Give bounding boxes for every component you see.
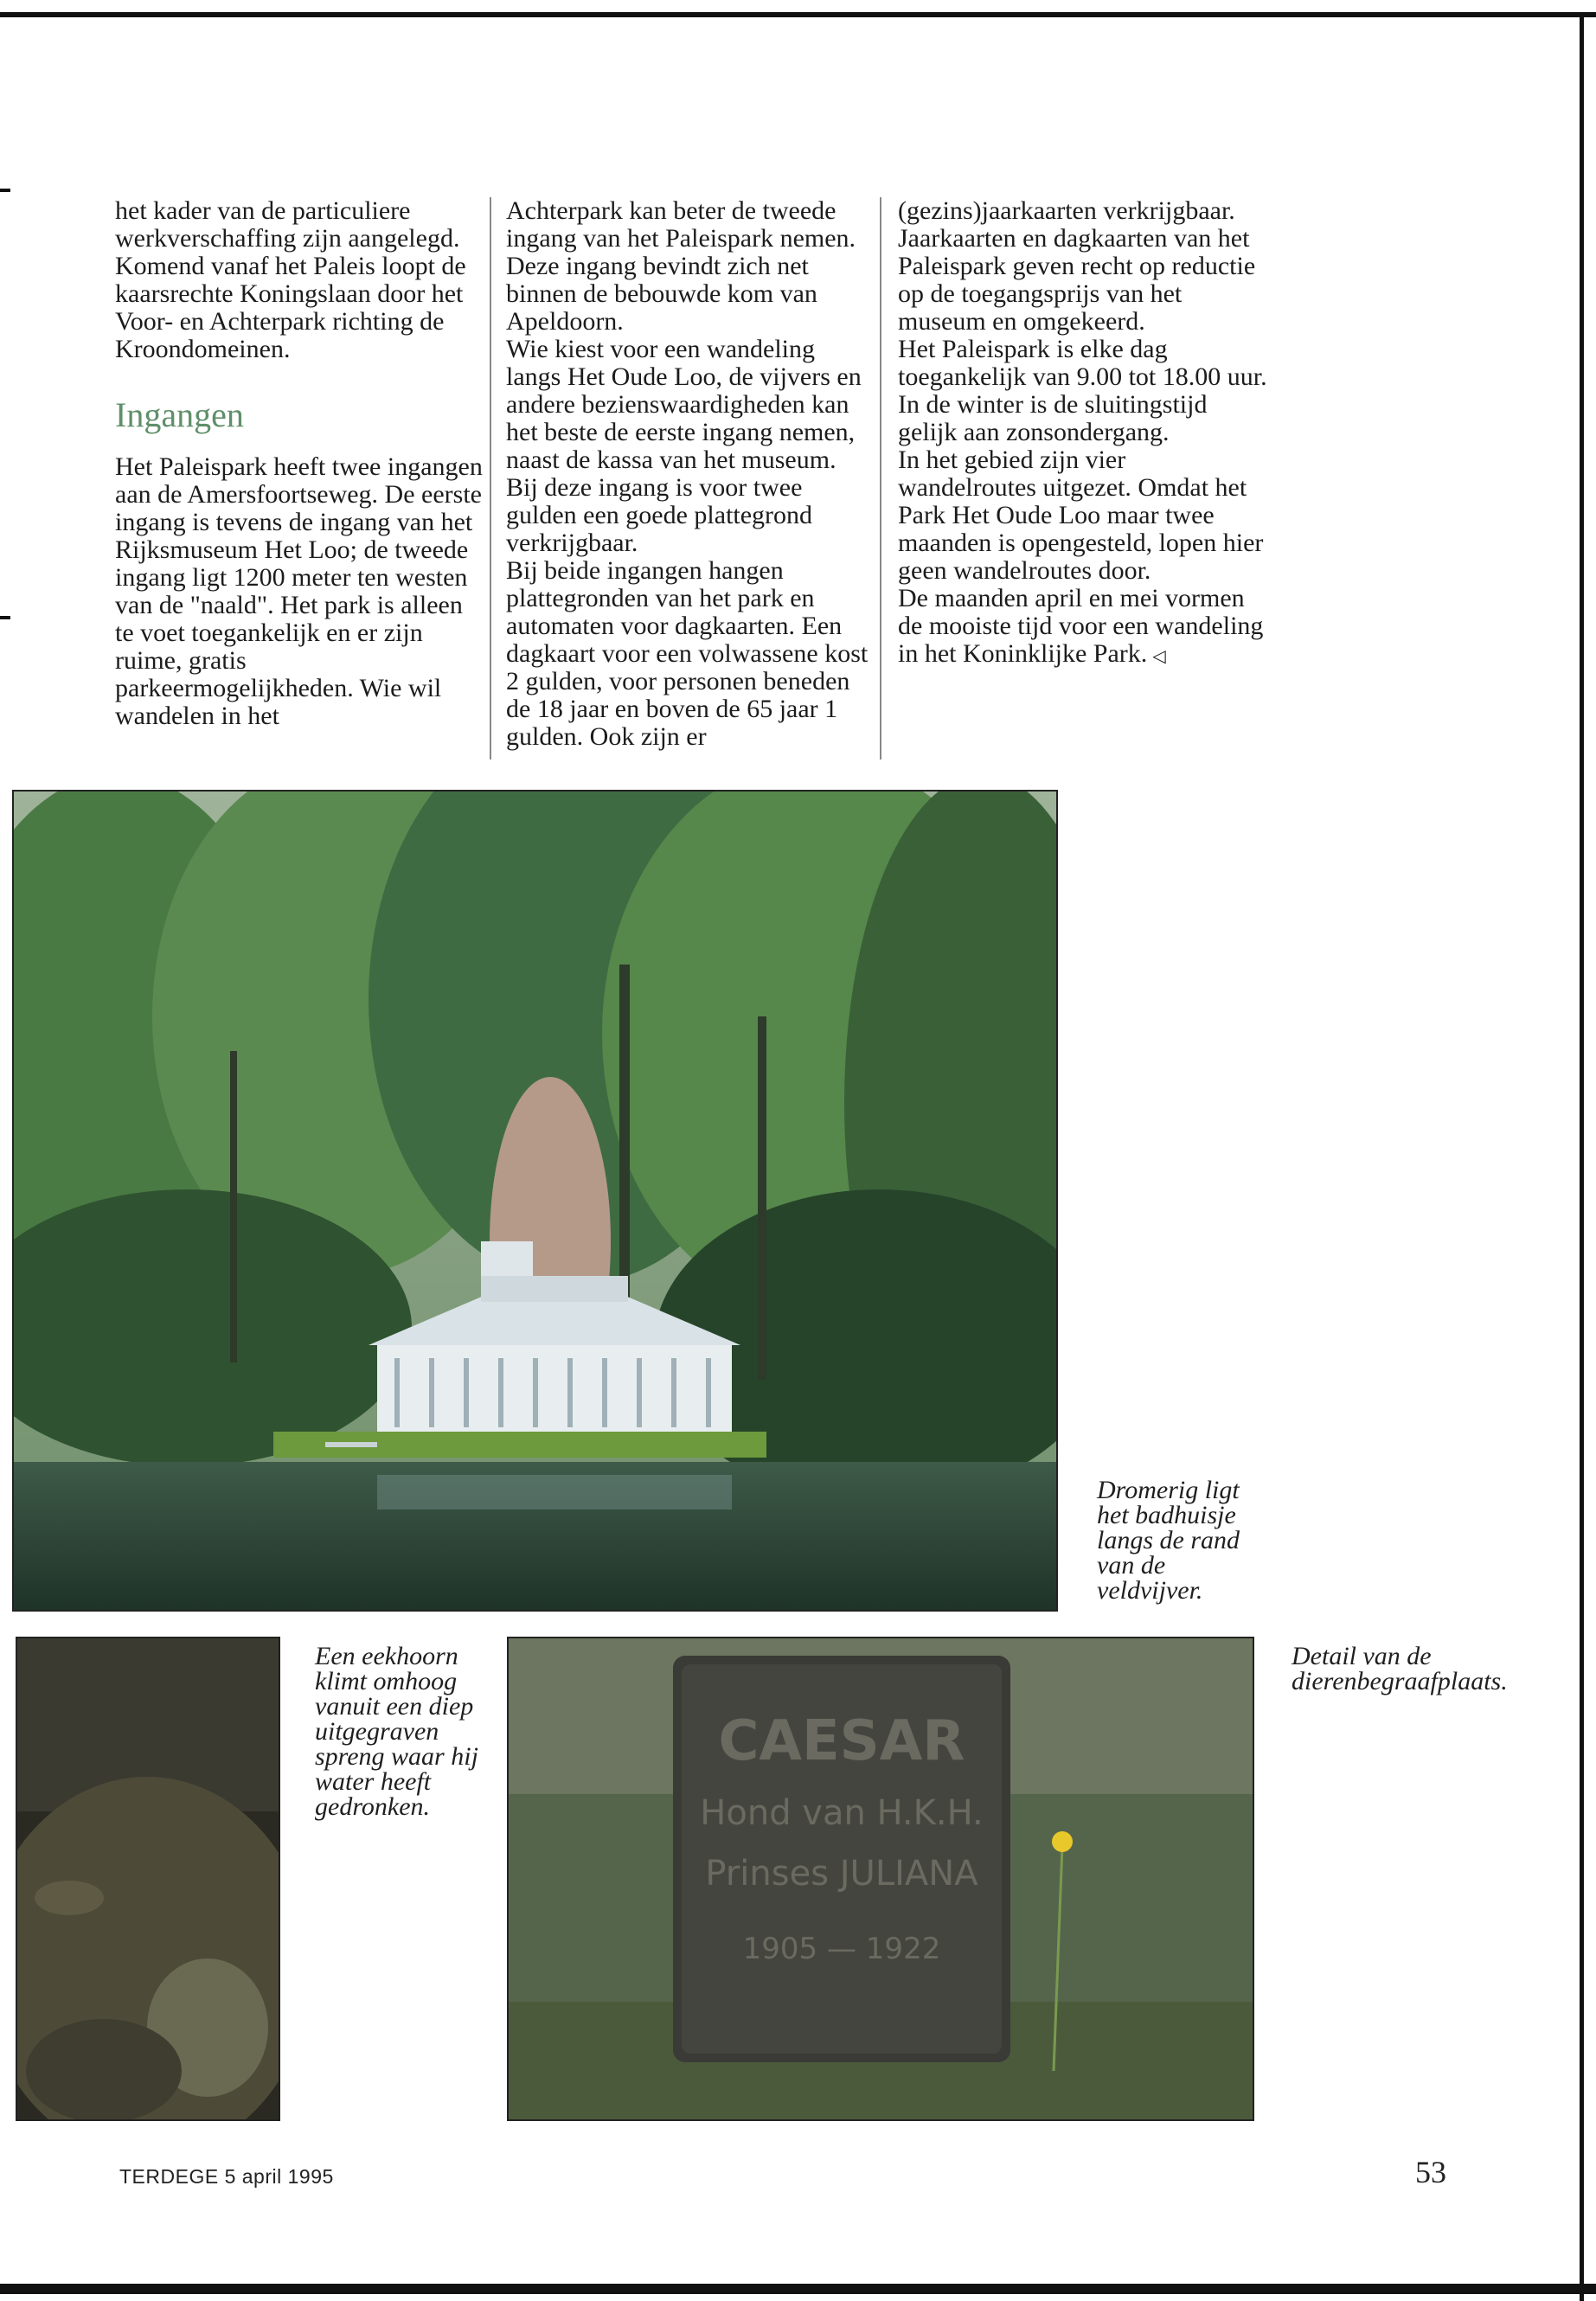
bottom-border-rule xyxy=(0,2284,1596,2294)
section-heading: Ingangen xyxy=(115,395,244,434)
paragraph: Wie kiest voor een wandeling langs Het Oude Loo, de vijvers en andere bezienswaardigheden kan het beste de eerste ingang nemen, naast de kassa van het museum. Bij deze ingang is voor twee gulden een goede plattegrond verkrijgbaar. xyxy=(506,335,862,557)
photo-bathhouse-pond xyxy=(12,790,1058,1612)
text-column-3 xyxy=(898,197,1270,670)
margin-tick xyxy=(0,616,10,619)
photo-caption: Dromerig ligt het badhuisje langs de rand van de veldvijver. xyxy=(1097,1476,1240,1605)
gravestone-line: 1905 — 1922 xyxy=(742,1932,941,1966)
paragraph: Het Paleispark is elke dag toegankelijk van 9.00 tot 18.00 uur. xyxy=(898,335,1267,391)
paragraph: Achterpark kan beter de tweede ingang van het Paleispark nemen. Deze ingang bevindt zich net binnen de bebouwde kom van Apeldoorn. xyxy=(506,196,856,336)
paragraph: In de winter is de sluitingstijd gelijk aan zonsondergang. xyxy=(898,390,1208,446)
top-border-rule xyxy=(0,12,1596,17)
photo-caption: Een eekhoorn klimt omhoog vanuit een diep uitgegraven spreng waar hij water heeft gedronken. xyxy=(315,1642,478,1821)
end-of-article-icon: ◁ xyxy=(1152,645,1166,666)
column-divider xyxy=(490,197,491,760)
right-border-rule xyxy=(1580,12,1584,2301)
paragraph: het kader van de particuliere werkverschaffing zijn aangelegd. Komend vanaf het Paleis loopt de kaarsrechte Koningslaan door het Voor- en Achterpark richting de Kroondomeinen. xyxy=(115,196,466,363)
gravestone-illustration xyxy=(509,1638,1253,2119)
publication-footer: TERDEGE 5 april 1995 xyxy=(119,2165,334,2188)
bathhouse-illustration xyxy=(14,792,1056,1610)
gravestone-line: Hond van H.K.H. xyxy=(700,1793,984,1833)
margin-tick xyxy=(0,189,10,192)
column-divider xyxy=(880,197,881,760)
photo-caption: Detail van de dierenbegraafplaats. xyxy=(1292,1642,1508,1695)
photo-squirrel xyxy=(16,1637,280,2121)
gravestone-line: Prinses JULIANA xyxy=(705,1854,978,1894)
paragraph: Het Paleispark heeft twee ingangen aan de Amersfoortseweg. De eerste ingang is tevens de ingang van het Rijksmuseum Het Loo; de tweede ingang ligt 1200 meter ten westen van de "naald". Het park is alleen te voet toegankelijk en er zijn ruime, gratis parkeermogelijkheden. Wie wil wandelen in het xyxy=(115,452,483,730)
photo-gravestone xyxy=(507,1637,1254,2121)
paragraph: In het gebied zijn vier wandelroutes uitgezet. Omdat het Park Het Oude Loo maar twee maanden is opengesteld, lopen hier geen wandelroutes door. xyxy=(898,445,1264,585)
paragraph-text: De maanden april en mei vormen de mooiste tijd voor een wandeling in het Koninklijke Park. xyxy=(898,584,1264,668)
squirrel-illustration xyxy=(17,1638,279,2119)
paragraph: Bij beide ingangen hangen plattegronden van het park en automaten voor dagkaarten. Een dagkaart voor een volwassene kost 2 gulden, voor personen beneden de 18 jaar en boven de 65 jaar 1 gulden. Ook zijn er xyxy=(506,556,869,751)
paragraph: (gezins)jaarkaarten verkrijgbaar. Jaarkaarten en dagkaarten van het Paleispark geven recht op reductie op de toegangsprijs van het museum en omgekeerd. xyxy=(898,196,1256,336)
text-column-1 xyxy=(115,197,487,730)
gravestone-line: CAESAR xyxy=(718,1709,965,1773)
page-number: 53 xyxy=(1415,2155,1446,2189)
dandelion-icon xyxy=(1052,1831,1073,1852)
text-column-2 xyxy=(506,197,869,751)
paragraph xyxy=(898,585,1270,670)
